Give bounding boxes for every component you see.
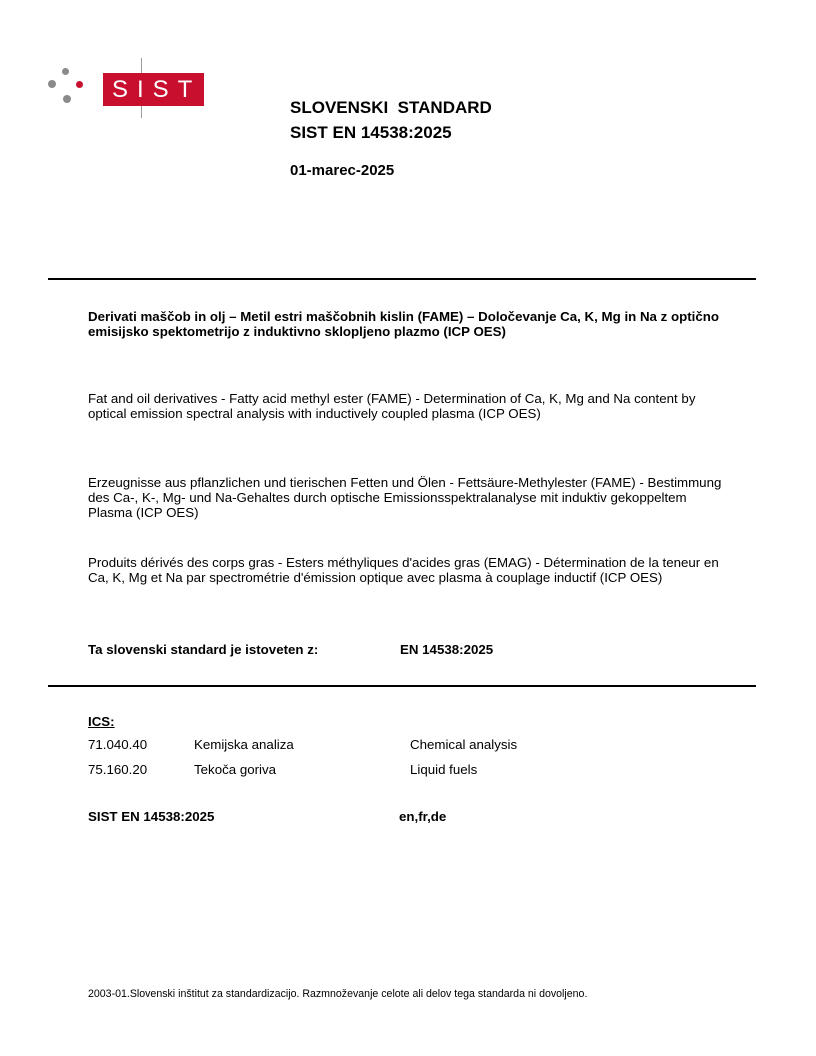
reference-languages: en,fr,de — [399, 809, 447, 824]
divider-bottom — [48, 685, 756, 687]
standard-type: SLOVENSKI STANDARD — [290, 98, 492, 117]
ics-row — [88, 762, 728, 780]
standard-number: SIST EN 14538:2025 — [290, 123, 452, 142]
ics-row — [88, 737, 728, 755]
title-french: Produits dérivés des corps gras - Esters méthyliques d'acides gras (EMAG) - Détermination de la teneur en Ca, K, Mg et Na par spectrométrie d'émission optique avec plasma à couplage inductif (ICP OES) — [88, 555, 719, 585]
title-german: Erzeugnisse aus pflanzlichen und tierischen Fetten und Ölen - Fettsäure-Methylester (FAME) - Bestimmung des Ca-, K-, Mg- und Na-Gehaltes durch optische Emissionsspektralanalyse mit induktiv gekoppeltem Plasma (ICP OES) — [88, 475, 722, 520]
reference-id: SIST EN 14538:2025 — [88, 809, 215, 824]
sist-logo: SIST — [103, 73, 204, 106]
ics-name-sl: Kemijska analiza — [194, 737, 294, 752]
ics-code: 75.160.20 — [88, 762, 148, 777]
title-slovenian: Derivati maščob in olj – Metil estri maščobnih kislin (FAME) – Določevanje Ca, K, Mg in Na z optično emisijsko spektometrijo z induktivno sklopljeno plazmo (ICP OES) — [88, 309, 719, 339]
ics-heading: ICS: — [88, 714, 115, 729]
ics-name-en: Liquid fuels — [410, 762, 478, 777]
standard-header — [290, 95, 492, 145]
identical-label: Ta slovenski standard je istoveten z: — [88, 642, 319, 657]
logo-dots-icon — [48, 68, 84, 108]
ics-name-sl: Tekoča goriva — [194, 762, 277, 777]
divider-top — [48, 278, 756, 280]
title-english: Fat and oil derivatives - Fatty acid methyl ester (FAME) - Determination of Ca, K, Mg and Na content by optical emission spectral analysis with inductively coupled plasma (ICP OES) — [88, 391, 696, 421]
copyright-footer: 2003-01.Slovenski inštitut za standardizacijo. Razmnoževanje celote ali delov tega standarda ni dovoljeno. — [88, 988, 588, 1000]
standard-date: 01-marec-2025 — [290, 162, 395, 179]
identical-value: EN 14538:2025 — [400, 642, 494, 657]
ics-code: 71.040.40 — [88, 737, 148, 752]
ics-name-en: Chemical analysis — [410, 737, 518, 752]
